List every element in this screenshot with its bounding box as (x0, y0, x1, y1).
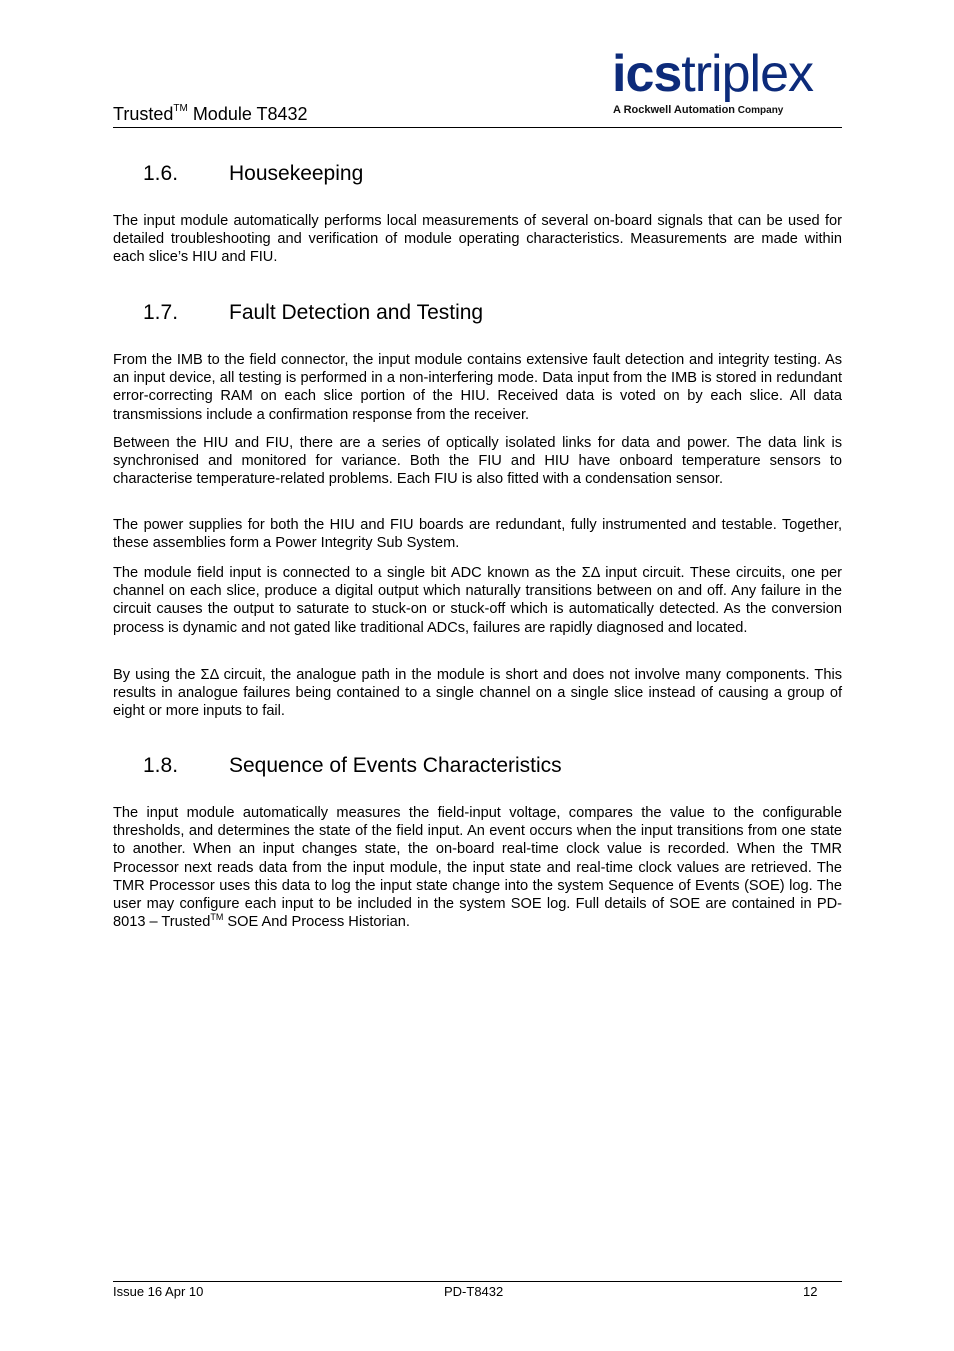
section-title: Fault Detection and Testing (229, 301, 484, 324)
paragraph-soe (113, 804, 842, 931)
logo-tagline-main: A Rockwell Automation (613, 104, 736, 116)
section-title: Housekeeping (229, 162, 364, 185)
paragraph: The module field input is connected to a single bit ADC known as the ΣΔ input circuit. These circuits, one per channel on each slice, produce a digital output which naturally transitions between on and off. Any failure in the circuit causes the output to saturate to stuck-on or stuck-off which is automatically detected. As the conversion process is dynamic and not gated like traditional ADCs, failures are rapidly diagnosed and located. (113, 565, 842, 636)
paragraph: The input module automatically performs local measurements of several on-board signals that can be used for detailed troubleshooting and verification of module operating characteristics. Measurements are made within each slice’s HIU and FIU. (113, 213, 842, 266)
paragraph: From the IMB to the field connector, the input module contains extensive fault detection and integrity testing. As an input device, all testing is performed in a non-interfering mode. Data input from the IMB is stored in redundant error-correcting RAM on each slice portion of the HIU. Received data is voted on by each slice. All data transmissions include a confirmation response from the receiver. (113, 352, 842, 423)
header-divider (113, 127, 842, 128)
logo-triplex-text: triplex (681, 45, 814, 103)
footer-issue: Issue 16 Apr 10 (113, 1284, 204, 1299)
section-number: 1.6. (143, 162, 179, 185)
section-heading-sequence-of-events (143, 754, 562, 778)
footer-document-id: PD-T8432 (444, 1284, 504, 1299)
footer-page-number: 12 (803, 1284, 818, 1299)
footer-divider (113, 1281, 842, 1282)
logo-tagline-company: Company (735, 105, 784, 116)
logo-tagline (613, 104, 783, 116)
paragraph-soe-text: The input module automatically measures the field-input voltage, compares the value to the configurable thresholds, and determines the state of the field input. An event occurs when the input transitions from one state to another. When an input changes state, the on-board real-time clock value is recorded. When the TMR Processor next reads data from the input module, the input state and real-time clock values are retrieved. The TMR Processor uses this data to log the input state change into the system Sequence of Events (SOE) log. The user may configure each input to be included in the system SOE log. Full details of SOE are contained in PD-8013 – Trusted (113, 805, 842, 931)
logo-ics-text: ics (612, 45, 682, 103)
paragraph: The power supplies for both the HIU and FIU boards are redundant, fully instrumented and testable. Together, these assemblies form a Power Integrity Sub System. (113, 517, 842, 552)
section-heading-fault-detection (143, 301, 483, 325)
header-title-prefix: Trusted (113, 104, 174, 124)
section-number: 1.7. (143, 301, 179, 324)
ics-triplex-logo (612, 46, 842, 121)
section-heading-housekeeping (143, 162, 363, 186)
section-number: 1.8. (143, 754, 179, 777)
paragraph: By using the ΣΔ circuit, the analogue path in the module is short and does not involve many components. This results in analogue failures being contained to a single channel on a single slice instead of causing a group of eight or more inputs to fail. (113, 667, 842, 720)
page-header-title (113, 100, 308, 125)
paragraph: Between the HIU and FIU, there are a series of optically isolated links for data and power. The data link is synchronised and monitored for variance. Both the FIU and HIU have onboard temperature sensors to characterise temperature-related problems. Each FIU is also fitted with a condensation sensor. (113, 435, 842, 488)
section-title: Sequence of Events Characteristics (229, 754, 562, 777)
header-title-suffix: Module T8432 (187, 104, 308, 124)
trademark-superscript: TM (173, 103, 188, 114)
trademark-superscript: TM (210, 912, 224, 923)
paragraph-soe-text-end: SOE And Process Historian. (223, 914, 410, 931)
logo-wordmark (612, 46, 813, 102)
